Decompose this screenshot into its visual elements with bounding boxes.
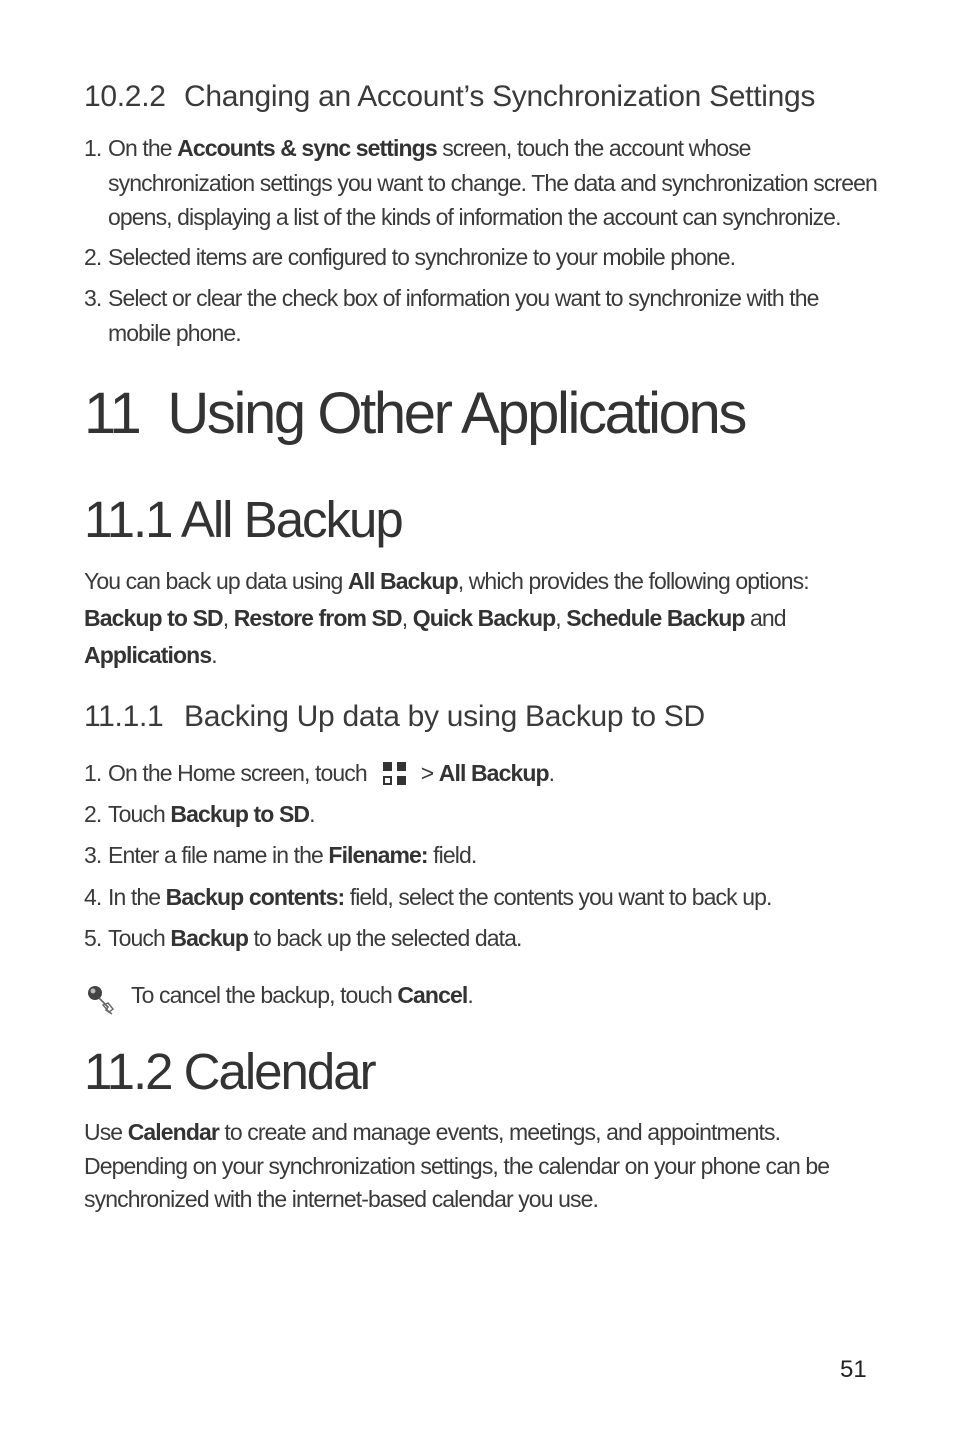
chapter-title: Using Other Applications [167, 381, 745, 446]
separator: , [555, 605, 567, 631]
item-text: On the [108, 135, 178, 161]
para-bold: All Backup [347, 568, 458, 594]
item-text: On the Home screen, touch [108, 760, 367, 786]
paragraph-line [84, 1119, 780, 1146]
list-item-continuation: opens, displaying a list of the kinds of information the account can synchronize. [108, 204, 841, 230]
item-bold: Backup to SD [170, 801, 310, 827]
list-item [84, 801, 315, 828]
item-number: 5. [84, 925, 102, 951]
item-text: Select or clear the check box of information you want to synchronize with the [108, 285, 819, 311]
item-number: 3. [84, 285, 102, 311]
item-number: 2. [84, 244, 102, 270]
option-applications: Applications [84, 642, 212, 668]
paragraph-line [84, 642, 217, 669]
list-item-continuation: mobile phone. [108, 320, 241, 346]
list-item [84, 244, 735, 271]
tip-plain: . [467, 982, 473, 1008]
list-item [84, 884, 772, 911]
paragraph-line [84, 605, 786, 632]
item-bold: Filename: [328, 842, 428, 868]
para-text: You can back up data using [84, 568, 348, 594]
item-number: 1. [84, 135, 102, 161]
paragraph-line [84, 568, 809, 595]
item-text: . [548, 760, 555, 786]
item-bold: Backup contents: [165, 884, 345, 910]
section-title: Changing an Account’s Synchronization Settings [184, 80, 816, 113]
item-number: 2. [84, 801, 102, 827]
item-text: to back up the selected data. [248, 925, 522, 951]
period: . [211, 642, 217, 668]
list-item [84, 285, 819, 312]
chapter-heading [84, 380, 745, 447]
option-schedule-backup: Schedule Backup [566, 605, 745, 631]
item-number: 4. [84, 884, 102, 910]
tip-plain: To cancel the backup, touch [131, 982, 398, 1008]
item-number: 1. [84, 760, 102, 786]
para-text: , which provides the following options: [457, 568, 809, 594]
item-text: Touch [108, 925, 171, 951]
item-text: field, select the contents you want to back up. [344, 884, 772, 910]
section-heading-10-2-2 [84, 80, 815, 114]
item-text: screen, touch the account whose [436, 135, 751, 161]
item-text: Enter a file name in the [108, 842, 329, 868]
item-text: Selected items are configured to synchronize to your mobile phone. [108, 244, 736, 270]
apps-grid-icon [383, 762, 407, 786]
list-item [84, 925, 522, 952]
item-bold: All Backup [438, 760, 549, 786]
item-text: > [420, 760, 439, 786]
paragraph-line: Depending on your synchronization settings, the calendar on your phone can be [84, 1153, 830, 1179]
section-number: 10.2.2 [84, 80, 166, 113]
separator: , [222, 605, 234, 631]
section-heading-11-1: 11.1 All Backup [84, 491, 402, 548]
item-bold: Backup [170, 925, 249, 951]
page-number: 51 [840, 1356, 867, 1383]
section-title: Backing Up data by using Backup to SD [184, 700, 705, 733]
item-text: field. [427, 842, 477, 868]
tip-text [131, 982, 473, 1009]
option-quick-backup: Quick Backup [412, 605, 556, 631]
section-heading-11-2: 11.2 Calendar [84, 1043, 375, 1100]
item-text: . [309, 801, 315, 827]
item-bold: Accounts & sync settings [177, 135, 437, 161]
tip-icon [86, 983, 118, 1017]
section-heading-11-1-1 [84, 700, 705, 734]
section-number: 11.1.1 [84, 700, 164, 733]
chapter-number: 11 [84, 381, 140, 446]
option-backup-to-sd: Backup to SD [84, 605, 223, 631]
list-item [84, 135, 751, 162]
para-text: Use [84, 1119, 128, 1145]
para-bold: Calendar [127, 1119, 219, 1145]
item-text: Touch [108, 801, 171, 827]
list-item-continuation: synchronization settings you want to change. The data and synchronization screen [108, 170, 877, 196]
para-text: to create and manage events, meetings, and appointments. [218, 1119, 781, 1145]
item-text: In the [108, 884, 166, 910]
separator: , [401, 605, 413, 631]
option-restore-from-sd: Restore from SD [233, 605, 402, 631]
list-item [84, 760, 554, 787]
conjunction: and [744, 605, 786, 631]
list-item [84, 842, 476, 869]
paragraph-line: synchronized with the internet-based calendar you use. [84, 1186, 598, 1212]
item-number: 3. [84, 842, 102, 868]
tip-bold: Cancel [397, 982, 468, 1008]
